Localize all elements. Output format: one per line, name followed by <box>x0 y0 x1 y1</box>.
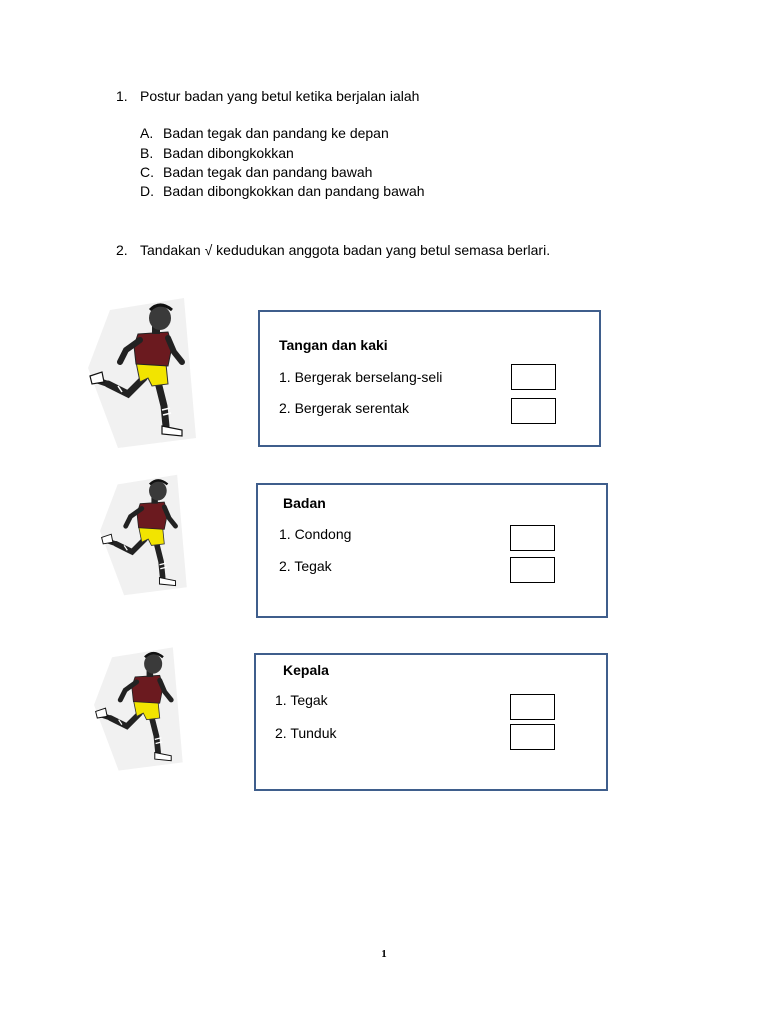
option-label: 1. Condong <box>279 526 352 542</box>
option-label: 2. Tunduk <box>275 725 337 741</box>
option-text: Badan dibongkokkan dan pandang bawah <box>163 183 425 199</box>
option-label: 2. Tegak <box>279 558 332 574</box>
checkbox-option-2[interactable] <box>510 557 555 583</box>
question-1-number: 1. <box>116 88 128 104</box>
option-text: Badan dibongkokkan <box>163 145 294 161</box>
option-label: 1. Tegak <box>275 692 328 708</box>
option-text: Badan tegak dan pandang bawah <box>163 164 373 180</box>
checkbox-option-1[interactable] <box>510 525 555 551</box>
option-letter: D. <box>140 183 154 199</box>
question-2-text: Tandakan √ kedudukan anggota badan yang betul semasa berlari. <box>140 242 551 258</box>
section-title: Tangan dan kaki <box>279 337 388 353</box>
option-label: 1. Bergerak berselang-seli <box>279 369 443 385</box>
checkbox-option-2[interactable] <box>511 398 556 424</box>
option-text: Badan tegak dan pandang ke depan <box>163 125 389 141</box>
option-label: 2. Bergerak serentak <box>279 400 409 416</box>
answer-box-tangan-kaki <box>258 310 601 447</box>
runner-figure-icon <box>88 298 200 448</box>
page-number: 1 <box>381 948 387 960</box>
section-title: Badan <box>283 495 326 511</box>
checkbox-option-2[interactable] <box>510 724 555 750</box>
checkbox-option-1[interactable] <box>510 694 555 720</box>
option-letter: A. <box>140 125 154 141</box>
answer-box-kepala <box>254 653 608 791</box>
question-2-number: 2. <box>116 242 128 258</box>
option-letter: C. <box>140 164 154 180</box>
option-letter: B. <box>140 145 154 161</box>
runner-figure-icon <box>94 640 186 778</box>
runner-figure-icon <box>100 470 190 600</box>
question-1-text: Postur badan yang betul ketika berjalan ialah <box>140 88 420 104</box>
checkbox-option-1[interactable] <box>511 364 556 390</box>
section-title: Kepala <box>283 662 329 678</box>
answer-box-badan <box>256 483 608 618</box>
